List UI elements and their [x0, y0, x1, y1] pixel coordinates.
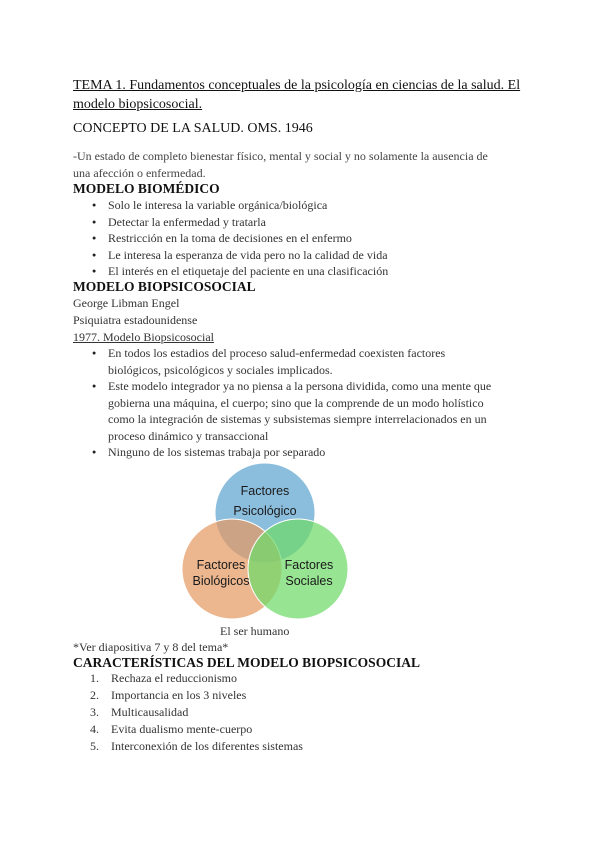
list-item	[92, 378, 491, 444]
list-text: Rechaza el reduccionismo	[111, 671, 237, 685]
venn-label-psico-1: Factores	[240, 484, 290, 498]
list-number: 1.	[90, 671, 99, 685]
list-item-line: como la integración de sistemas y subsistemas siempre interrelacionados en un	[108, 412, 487, 426]
list-text: Evita dualismo mente-cuerpo	[111, 722, 253, 736]
caracteristicas-list	[90, 670, 303, 755]
model-year: 1977. Modelo Biopsicosocial	[73, 330, 214, 344]
list-item	[90, 721, 303, 738]
list-item: ● Le interesa la esperanza de vida pero no la calidad de vida	[92, 247, 388, 264]
biomedico-list	[92, 197, 388, 280]
list-item-line: proceso dinámico y transaccional	[108, 428, 269, 443]
list-item-line: ● En todos los estadios del proceso salud-enfermedad coexisten factores	[108, 346, 446, 360]
list-item-line: ● Este modelo integrador ya no piensa a la persona dividida, como una mente que	[108, 379, 492, 393]
list-item-line: gobierna una máquina, el cuerpo; sino que la comprende de un modo holístico	[108, 395, 484, 410]
list-item-line: ● Ninguno de los sistemas trabaja por separado	[108, 445, 326, 459]
venn-label-social-1: Factores	[284, 558, 334, 572]
venn-label-social-2: Sociales	[285, 574, 333, 588]
doc-title-line1: TEMA 1. Fundamentos conceptuales de la psicología en ciencias de la salud. El	[73, 78, 521, 93]
list-item: ● Detectar la enfermedad y tratarla	[92, 214, 388, 231]
list-item: ● El interés en el etiquetaje del paciente en una clasificación	[92, 263, 388, 280]
concepto-text-line1: -Un estado de completo bienestar físico, mental y social y no solamente la ausencia de	[73, 149, 488, 163]
list-item	[92, 444, 491, 461]
biomedico-heading: MODELO BIOMÉDICO	[73, 181, 220, 196]
list-item: ● Restricción en la toma de decisiones en el enfermo	[92, 230, 388, 247]
list-item	[90, 687, 303, 704]
doc-title-line2: modelo biopsicosocial.	[73, 97, 203, 112]
list-item	[90, 738, 303, 755]
list-item: ● Solo le interesa la variable orgánica/biológica	[92, 197, 388, 214]
list-text: Importancia en los 3 niveles	[111, 688, 247, 702]
venn-label-psico-2: Psicológico	[233, 504, 297, 518]
concepto-heading: CONCEPTO DE LA SALUD. OMS. 1946	[73, 121, 313, 136]
caracteristicas-heading: CARACTERÍSTICAS DEL MODELO BIOPSICOSOCIAL	[73, 655, 420, 670]
list-text: Interconexión de los diferentes sistemas	[111, 739, 303, 753]
list-text: Multicausalidad	[111, 705, 189, 719]
list-number: 3.	[90, 705, 99, 719]
author-name: George Libman Engel	[73, 296, 180, 310]
list-item	[92, 345, 491, 378]
biopsicosocial-list	[92, 345, 491, 461]
list-number: 2.	[90, 688, 99, 702]
biopsicosocial-heading: MODELO BIOPSICOSOCIAL	[73, 279, 256, 294]
list-item	[90, 704, 303, 721]
venn-diagram	[175, 462, 355, 624]
concepto-text-line2: una afección o enfermedad.	[73, 166, 206, 180]
list-number: 4.	[90, 722, 99, 736]
diagram-caption: El ser humano	[220, 624, 290, 638]
list-item	[90, 670, 303, 687]
venn-label-bio-1: Factores	[196, 558, 246, 572]
author-role: Psiquiatra estadounidense	[73, 313, 198, 327]
slide-note: *Ver diapositiva 7 y 8 del tema*	[73, 640, 229, 654]
list-number: 5.	[90, 739, 99, 753]
list-item-line: biológicos, psicológicos y sociales implicados.	[108, 362, 333, 377]
venn-label-bio-2: Biológicos	[192, 574, 250, 588]
